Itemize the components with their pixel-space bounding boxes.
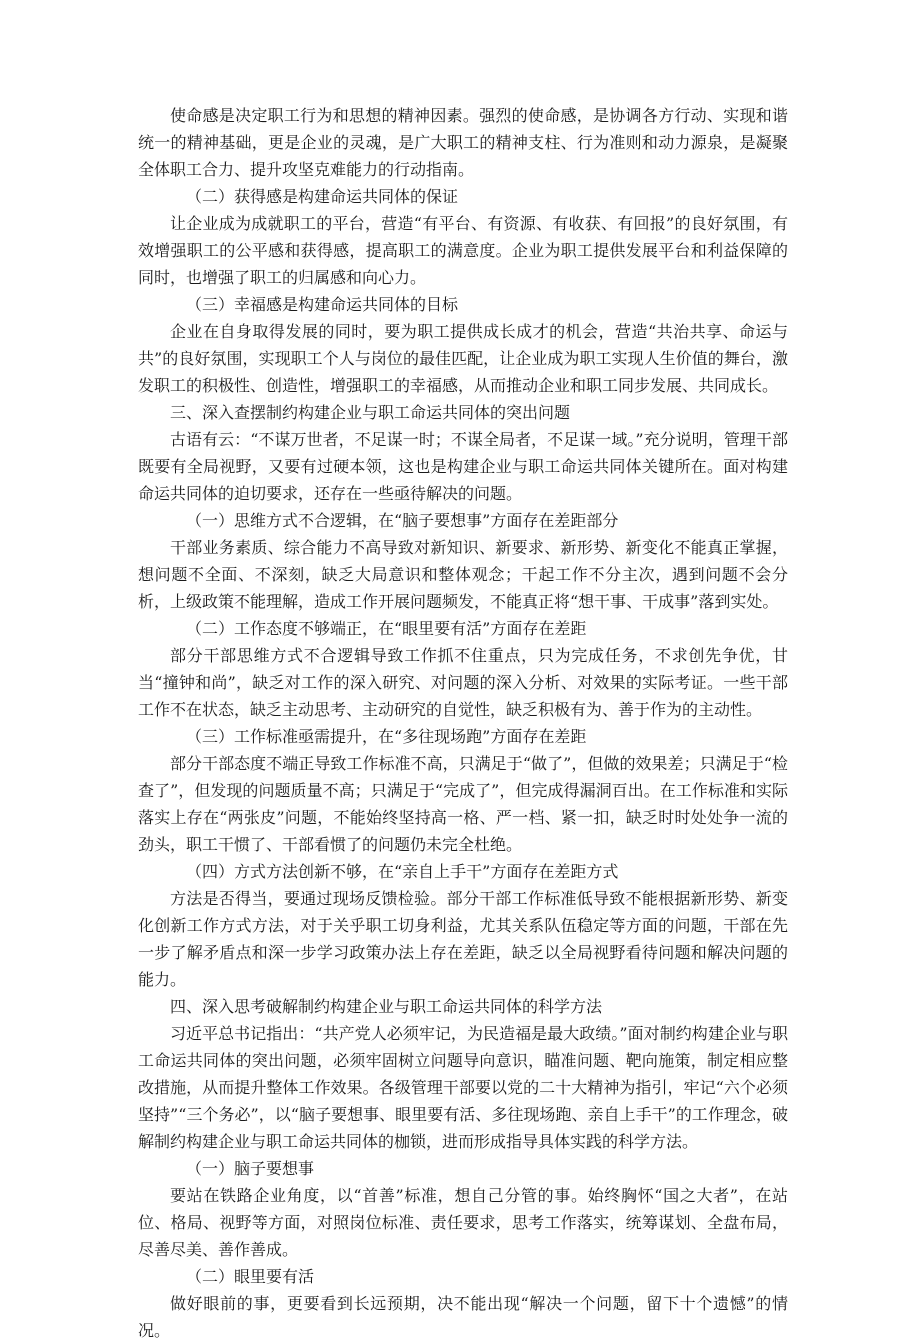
subheading-standard: （三）工作标准亟需提升，在“多往现场跑”方面存在差距 <box>186 727 587 746</box>
document-body <box>138 102 788 1344</box>
subheading-think: （一）脑子要想事 <box>186 1159 315 1178</box>
paragraph-problems-intro: 古语有云：“不谋万世者，不足谋一时；不谋全局者，不足谋一域。”充分说明，管理干部既要有全局视野，又要有过硬本领，这也是构建企业与职工命运共同体关键所在。面对构建命运共同体的迫切要求，还存在一些亟待解决的问题。 <box>138 430 788 503</box>
paragraph-gain: 让企业成为成就职工的平台，营造“有平台、有资源、有收获、有回报”的良好氛围，有效增强职工的公平感和获得感，提高职工的满意度。企业为职工提供发展平台和利益保障的同时，也增强了职工的归属感和向心力。 <box>138 214 788 287</box>
subheading-see-work: （二）眼里要有活 <box>186 1267 315 1286</box>
paragraph-think: 要站在铁路企业角度，以“首善”标准，想自己分管的事。始终胸怀“国之大者”，在站位、格局、视野等方面，对照岗位标准、责任要求，思考工作落实，统筹谋划、全盘布局，尽善尽美、善作善成。 <box>138 1186 788 1259</box>
subheading-happiness: （三）幸福感是构建命运共同体的目标 <box>186 295 459 314</box>
subheading-gain: （二）获得感是构建命运共同体的保证 <box>186 187 459 206</box>
paragraph-attitude: 部分干部思维方式不合逻辑导致工作抓不住重点，只为完成任务，不求创先争优，甘当“撞钟和尚”，缺乏对工作的深入研究、对问题的深入分析、对效果的实际考证。一些干部工作不在状态，缺乏主动思考、主动研究的自觉性，缺乏积极有为、善于作为的主动性。 <box>138 646 788 719</box>
subheading-attitude: （二）工作态度不够端正，在“眼里要有活”方面存在差距 <box>186 619 587 638</box>
paragraph-mission: 使命感是决定职工行为和思想的精神因素。强烈的使命感，是协调各方行动、实现和谐统一的精神基础，更是企业的灵魂，是广大职工的精神支柱、行为准则和动力源泉，是凝聚全体职工合力、提升攻坚克难能力的行动指南。 <box>138 106 788 179</box>
paragraph-see-work: 做好眼前的事，更要看到长远预期，决不能出现“解决一个问题，留下十个遗憾”的情况。 <box>138 1294 788 1340</box>
paragraph-standard: 部分干部态度不端正导致工作标准不高，只满足于“做了”，但做的效果差；只满足于“检查了”，但发现的问题质量不高；只满足于“完成了”，但完成得漏洞百出。在工作标准和实际落实上存在“两张皮”问题，不能始终坚持高一格、严一档、紧一扣，缺乏时时处处争一流的劲头，职工干惯了、干部看惯了的问题仍未完全杜绝。 <box>138 754 788 854</box>
section-heading-problems: 三、深入查摆制约构建企业与职工命运共同体的突出问题 <box>170 403 571 422</box>
subheading-method: （四）方式方法创新不够，在“亲自上手干”方面存在差距方式 <box>186 862 619 881</box>
section-heading-solutions: 四、深入思考破解制约构建企业与职工命运共同体的科学方法 <box>170 997 603 1016</box>
subheading-thinking: （一）思维方式不合逻辑，在“脑子要想事”方面存在差距部分 <box>186 511 619 530</box>
paragraph-happiness: 企业在自身取得发展的同时，要为职工提供成长成才的机会，营造“共治共享、命运与共”的良好氛围，实现职工个人与岗位的最佳匹配，让企业成为职工实现人生价值的舞台，激发职工的积极性、创造性，增强职工的幸福感，从而推动企业和职工同步发展、共同成长。 <box>138 322 788 395</box>
paragraph-method: 方法是否得当，要通过现场反馈检验。部分干部工作标准低导致不能根据新形势、新变化创新工作方式方法，对于关乎职工切身利益，尤其关系队伍稳定等方面的问题，干部在先一步了解矛盾点和深一步学习政策办法上存在差距，缺乏以全局视野看待问题和解决问题的能力。 <box>138 889 788 989</box>
paragraph-solutions-intro: 习近平总书记指出：“共产党人必须牢记，为民造福是最大政绩。”面对制约构建企业与职工命运共同体的突出问题，必须牢固树立问题导向意识，瞄准问题、靶向施策，制定相应整改措施，从而提升整体工作效果。各级管理干部要以党的二十大精神为指引，牢记“六个必须坚持”“三个务必”，以“脑子要想事、眼里要有活、多往现场跑、亲自上手干”的工作理念，破解制约构建企业与职工命运共同体的枷锁，进而形成指导具体实践的科学方法。 <box>138 1024 788 1151</box>
paragraph-thinking: 干部业务素质、综合能力不高导致对新知识、新要求、新形势、新变化不能真正掌握，想问题不全面、不深刻，缺乏大局意识和整体观念；干起工作不分主次，遇到问题不会分析，上级政策不能理解，造成工作开展问题频发，不能真正将“想干事、干成事”落到实处。 <box>138 538 788 611</box>
